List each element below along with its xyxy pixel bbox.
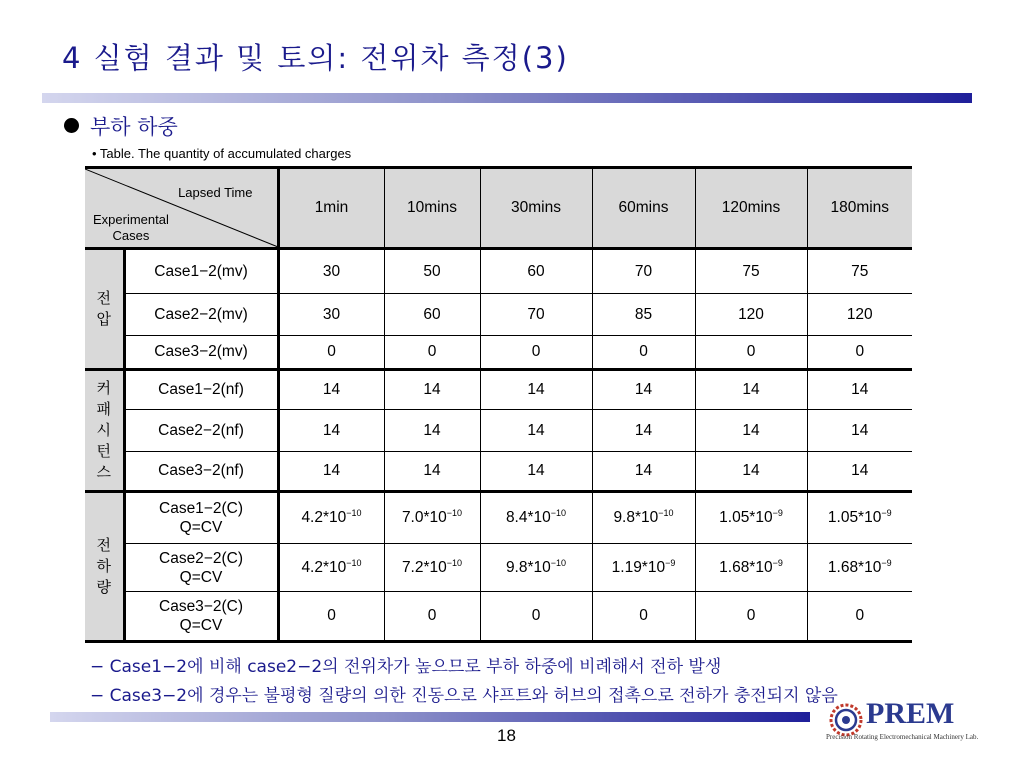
value-cell: 30 [278, 294, 384, 336]
charge-table [85, 166, 912, 643]
group-label-cell [85, 370, 124, 492]
case-label-cell [124, 336, 278, 370]
value-cell: 0 [592, 592, 695, 642]
value-exponent: −10 [346, 508, 362, 519]
value-cell [807, 492, 912, 544]
value-mantissa: 7.0*10 [401, 509, 447, 527]
column-header: 10mins [384, 168, 480, 249]
value-cell: 14 [384, 370, 480, 410]
group-label-char: 전 [96, 537, 111, 554]
value-cell: 0 [592, 336, 695, 370]
cases-label: Cases [112, 228, 150, 243]
value-exponent: −9 [772, 508, 783, 519]
group-label-char: 시 [96, 422, 111, 439]
value-cell: 14 [384, 452, 480, 492]
value-cell: 0 [807, 336, 912, 370]
value-cell [695, 544, 807, 592]
value-exponent: −10 [658, 508, 674, 519]
case-formula: Q=CV [179, 617, 223, 634]
group-label-cell [85, 249, 124, 370]
column-header: 180mins [807, 168, 912, 249]
table-caption: • Table. The quantity of accumulated charges [92, 146, 352, 161]
case-name: Case1−2(C) [159, 500, 243, 517]
table-row [85, 249, 912, 294]
case-name: Case2−2(mv) [154, 305, 248, 323]
value-cell: 85 [592, 294, 695, 336]
case-label-cell [124, 592, 278, 642]
value-mantissa: 9.8*10 [505, 559, 551, 577]
footer-bar [50, 712, 810, 722]
value-exponent: −9 [665, 557, 676, 568]
value-mantissa: 4.2*10 [301, 509, 347, 527]
value-cell: 14 [384, 410, 480, 452]
group-label-char: 량 [96, 579, 111, 596]
value-cell: 0 [480, 592, 592, 642]
value-cell [278, 492, 384, 544]
value-mantissa: 1.68*10 [827, 559, 882, 577]
value-cell: 14 [695, 452, 807, 492]
value-cell [480, 544, 592, 592]
value-cell: 50 [384, 249, 480, 294]
case-label-cell [124, 294, 278, 336]
value-cell: 0 [695, 336, 807, 370]
group-label-char: 패 [96, 401, 111, 418]
case-label-cell [124, 410, 278, 452]
column-header: 30mins [480, 168, 592, 249]
group-label-char: 스 [96, 464, 111, 481]
case-label-cell [124, 452, 278, 492]
value-exponent: −10 [446, 508, 463, 519]
value-cell: 14 [480, 410, 592, 452]
value-cell: 0 [278, 592, 384, 642]
value-exponent: −9 [881, 557, 892, 568]
value-mantissa: 1.19*10 [611, 559, 666, 577]
value-cell [592, 492, 695, 544]
group-label-char: 압 [96, 311, 111, 328]
value-exponent: −10 [550, 557, 567, 568]
case-label-cell [124, 544, 278, 592]
group-label-char: 커 [96, 380, 111, 397]
value-exponent: −10 [550, 508, 567, 519]
value-cell [695, 492, 807, 544]
lapsed-time-label: Lapsed Time [178, 185, 253, 200]
value-cell: 75 [807, 249, 912, 294]
value-cell: 70 [480, 294, 592, 336]
table-row [85, 370, 912, 410]
value-cell: 14 [592, 370, 695, 410]
value-cell [807, 544, 912, 592]
group-label-char: 하 [96, 558, 111, 575]
logo-tagline: Precision Rotating Electromechanical Machinery Lab. [826, 733, 979, 741]
table-row [85, 294, 912, 336]
table-row [85, 410, 912, 452]
group-label-char: 전 [96, 290, 111, 307]
case-name: Case1−2(mv) [154, 262, 248, 280]
value-cell: 14 [807, 370, 912, 410]
value-cell: 0 [807, 592, 912, 642]
value-cell: 14 [807, 452, 912, 492]
case-name: Case1−2(nf) [158, 381, 244, 398]
value-cell: 0 [695, 592, 807, 642]
table-row [85, 452, 912, 492]
page-number: 18 [497, 726, 516, 745]
group-label-char: 턴 [96, 443, 111, 460]
case-name: Case2−2(C) [159, 549, 243, 567]
value-cell: 75 [695, 249, 807, 294]
case-name: Case3−2(nf) [158, 462, 244, 479]
value-cell: 120 [807, 294, 912, 336]
value-cell: 30 [278, 249, 384, 294]
case-label-cell [124, 492, 278, 544]
value-cell: 0 [384, 336, 480, 370]
value-cell: 60 [480, 249, 592, 294]
experimental-label: Experimental [93, 212, 169, 227]
case-name: Case3−2(mv) [154, 343, 248, 360]
value-cell: 14 [695, 410, 807, 452]
value-cell [384, 544, 480, 592]
value-cell [480, 492, 592, 544]
value-cell [278, 544, 384, 592]
value-mantissa: 1.05*10 [827, 509, 882, 527]
value-cell: 14 [807, 410, 912, 452]
table-row [85, 336, 912, 370]
value-cell: 0 [384, 592, 480, 642]
logo-wordmark: PREM [866, 697, 955, 730]
value-exponent: −10 [346, 557, 362, 568]
value-cell: 14 [480, 370, 592, 410]
slide-title: 4 실험 결과 및 토의: 전위차 측정(3) [62, 41, 569, 75]
table-row [85, 544, 912, 592]
value-mantissa: 9.8*10 [613, 509, 659, 527]
value-mantissa: 1.05*10 [719, 509, 773, 527]
case-formula: Q=CV [179, 568, 223, 586]
case-label-cell [124, 370, 278, 410]
value-cell [592, 544, 695, 592]
value-cell: 0 [480, 336, 592, 370]
case-label-cell [124, 249, 278, 294]
group-label-cell [85, 492, 124, 642]
value-cell: 14 [278, 410, 384, 452]
case-name: Case2−2(nf) [158, 421, 244, 439]
value-cell: 14 [480, 452, 592, 492]
value-cell [384, 492, 480, 544]
value-mantissa: 7.2*10 [401, 559, 447, 577]
table-row [85, 592, 912, 642]
column-header: 60mins [592, 168, 695, 249]
value-exponent: −10 [446, 557, 463, 568]
value-mantissa: 8.4*10 [505, 509, 551, 527]
value-exponent: −9 [772, 557, 783, 568]
value-cell: 14 [592, 410, 695, 452]
column-header: 1min [278, 168, 384, 249]
column-header: 120mins [695, 168, 807, 249]
value-mantissa: 4.2*10 [301, 559, 347, 577]
value-cell: 60 [384, 294, 480, 336]
bullet-dot-icon [64, 118, 79, 133]
value-cell: 14 [592, 452, 695, 492]
section-subtitle: 부하 하중 [90, 115, 178, 139]
title-underline-bar [42, 93, 972, 103]
experimental-cases-label [93, 212, 169, 244]
value-cell: 120 [695, 294, 807, 336]
corner-header-cell [85, 168, 278, 249]
table-header-row [85, 168, 912, 249]
value-cell: 14 [278, 370, 384, 410]
value-cell: 14 [695, 370, 807, 410]
note-line-1: − Case1−2에 비해 case2−2의 전위차가 높으므로 부하 하중에 비례해서 전하 발생 [90, 657, 722, 677]
case-formula: Q=CV [179, 519, 223, 536]
case-name: Case3−2(C) [159, 598, 243, 615]
value-cell: 14 [278, 452, 384, 492]
note-line-2: − Case3−2에 경우는 불평형 질량의 의한 진동으로 샤프트와 허브의 접촉으로 전하가 충전되지 않음 [90, 686, 838, 706]
value-cell: 0 [278, 336, 384, 370]
value-cell: 70 [592, 249, 695, 294]
value-mantissa: 1.68*10 [719, 559, 773, 577]
table-row [85, 492, 912, 544]
value-exponent: −9 [881, 508, 892, 519]
